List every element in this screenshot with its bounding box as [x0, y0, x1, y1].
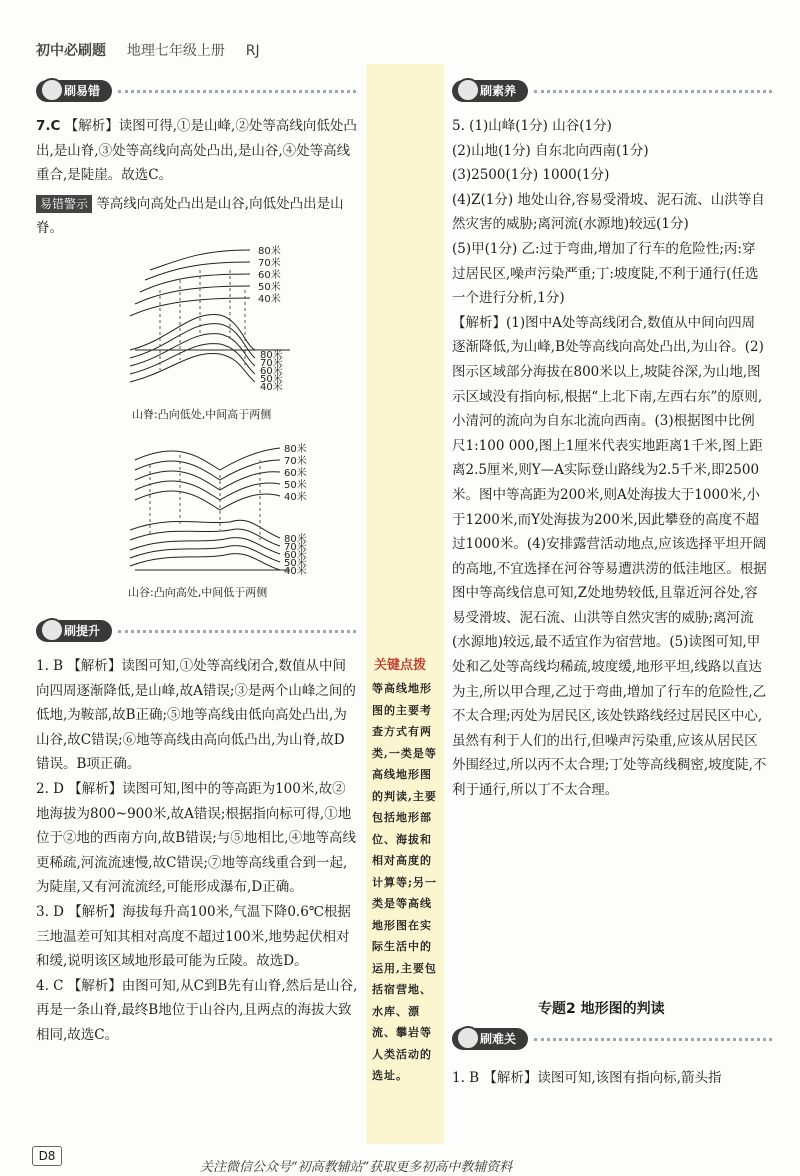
running-header — [36, 40, 336, 64]
ridge-bottom-label-3: 50米 — [260, 374, 283, 385]
ridge-bottom-label-4: 40米 — [260, 382, 283, 393]
page-number: D8 — [32, 1146, 62, 1166]
ridge-top-label-0: 80米 — [258, 246, 281, 257]
nanguan-answers — [452, 1066, 768, 1091]
answer-q1: 1. B 【解析】读图可知,①处等高线闭合,数值从中间向四周逐渐降低,是山峰,故A错误;③是两个山峰之间的低地,为鞍部,故B正确;⑤地等高线由低向高处凸出,为山谷,故C错误;⑥地等高线由高向低凸出,为山脊,故D错误。B项正确。 — [36, 658, 356, 773]
q7-answer: C — [50, 118, 61, 134]
book-subject: 地理七年级上册 — [126, 43, 225, 59]
badge-label: 刷易错 — [36, 80, 112, 102]
answer-q4: 4. C 【解析】由图可知,从C到B先有山脊,然后是山谷,再是一条山脊,最终B地位于山谷内,且两点的海拔大致相同,故选C。 — [36, 977, 358, 1043]
ridge-top-label-1: 70米 — [258, 258, 281, 269]
valley-bottom-label-3: 50米 — [284, 558, 307, 569]
key-tip-text: 等高线地形图的主要考查方式有两类,一类是等高线地形图的判读,主要包括地形部位、海拔和相对高度的计算等;另一类是等高线地形图在实际生活中的运用,主要包括宿营地、水库、漂流、攀岩等人类活动的选址。 — [372, 682, 438, 1082]
q5-line-5: (5)甲(1分) 乙:过于弯曲,增加了行车的危险性;丙:穿过居民区,噪声污染严重;丁:坡度陡,不利于通行(任选一个进行分析,1分) — [452, 240, 759, 307]
badge-label: 刷素养 — [452, 80, 528, 102]
section-badge-nanguan — [452, 1028, 772, 1050]
ridge-top-contour — [150, 250, 250, 270]
q5-line-4: (4)Z(1分) 地处山谷,容易受滑坡、泥石流、山洪等自然灾害的威胁;离河流(水源地)较远(1分) — [452, 191, 765, 233]
q5-line-1: 5. (1)山峰(1分) 山谷(1分) — [452, 118, 612, 134]
warning-note — [36, 192, 358, 241]
valley-caption: 山谷:凸向高处,中间低于两侧 — [128, 586, 268, 599]
q5-line-2: (2)山地(1分) 自东北向西南(1分) — [452, 142, 649, 159]
left-bottom-answers — [36, 654, 358, 1048]
book-edition: RJ — [245, 43, 260, 59]
warning-text: 等高线向高处凸出是山谷,向低处凸出是山脊。 — [36, 195, 344, 237]
ridge-top-label-4: 40米 — [258, 294, 281, 305]
ridge-bottom-label-2: 60米 — [260, 366, 283, 377]
ridge-top-label-3: 50米 — [258, 282, 281, 293]
margin-note-column — [366, 64, 444, 1144]
dotted-rule — [118, 90, 356, 93]
book-title: 初中必刷题 — [36, 43, 106, 59]
dotted-rule — [118, 630, 356, 633]
badge-label: 刷提升 — [36, 620, 112, 642]
answer-q2: 2. D 【解析】读图可知,图中的等高距为100米,故②地海拔为800~900米,故A错误;根据指向标可得,①地位于②地的西南方向,故B错误;与⑤地相比,④地等高线更稀疏,河流流速慢,故C错误;⑦地等高线重合到一起,为陡崖,又有河流流经,可能形成瀑布,D正确。 — [36, 780, 357, 896]
ridge-bottom-label-1: 70米 — [260, 358, 283, 369]
right-answers — [452, 114, 768, 803]
q5-analysis: 【解析】(1)图中A处等高线闭合,数值从中间向四周逐渐降低,为山峰,B处等高线向高处凸出,为山谷。(2)图示区域部分海拔在800米以上,坡陡谷深,为山地,图示区域没有指向标,根据“上北下南,左西右东”的原则,小清河的流向为自东北流向西南。(3)根据图中比例尺1:100 000,图上1厘米代表实地距离1千米,图上距离2.5厘米,则Y—A实际登山路线为2.5千米,即2500米。图中等高距为200米,则A处海拔大于1000米,小于1200米,而Y处海拔为200米,因此攀登的高度不超过1000米。(4)安排露营活动地点,应该选择平坦开阔的高地,不宜选择在河谷等易遭洪涝的低洼地区。根据图中等高线信息可知,Z处地势较低,且靠近河谷处,容易受滑坡、泥石流、山洪等自然灾害的威胁;离河流(水源地)较远,最不适宜作为宿营地。(5)读图可知,甲处和乙处等高线均稀疏,坡度缓,地形平坦,线路以直达为主,所以甲合理,乙过于弯曲,增加了行车的危险性,乙不太合理;丙处为居民区,该处铁路线经过居民区中心,虽然有利于人们的出行,但噪声污染重,应该从居民区外围经过,所以丙不太合理;丁处等高线稠密,坡度陡,不利于通行,所以丁不太合理。 — [452, 314, 767, 799]
ridge-contour-diagram — [120, 240, 320, 400]
dotted-rule — [534, 90, 772, 93]
footer-note: 关注微信公众号“初高教辅站”获取更多初高中教辅资料 — [200, 1160, 513, 1175]
valley-top-label-0: 80米 — [284, 444, 307, 455]
ridge-caption: 山脊:凸向低处,中间高于两侧 — [132, 408, 272, 421]
answer-q7 — [36, 114, 358, 188]
valley-bottom-label-2: 60米 — [284, 550, 307, 561]
valley-top-label-1: 70米 — [284, 456, 307, 467]
left-top-answers — [36, 114, 358, 241]
section-badge-suyang — [452, 80, 772, 102]
ridge-top-label-2: 60米 — [258, 270, 281, 281]
dotted-rule — [534, 1038, 772, 1041]
answer-q3: 3. D 【解析】海拔每升高100米,气温下降0.6℃根据三地温差可知其相对高度不超过100米,地势起伏相对和缓,说明该区域地形最可能为丘陵。故选D。 — [36, 903, 351, 970]
section-badge-tisheng — [36, 620, 356, 642]
valley-bottom-label-1: 70米 — [284, 542, 307, 553]
valley-contour-diagram — [120, 430, 320, 590]
badge-label: 刷难关 — [452, 1028, 528, 1050]
section-badge-cuoyi — [36, 80, 356, 102]
key-tip-title: 关键点拨 — [374, 658, 427, 673]
nanguan-q1: 1. B 【解析】读图可知,该图有指向标,箭头指 — [452, 1070, 722, 1086]
q7-number: 7. — [36, 118, 51, 134]
valley-top-label-4: 40米 — [284, 492, 307, 503]
valley-bottom-label-0: 80米 — [284, 534, 307, 545]
valley-top-label-2: 60米 — [284, 468, 307, 479]
q7-text: 【解析】读图可得,①是山峰,②处等高线向低处凸出,是山脊,③处等高线向高处凸出,是山谷,④处等高线重合,是陡崖。故选C。 — [36, 118, 357, 184]
q5-line-3: (3)2500(1分) 1000(1分) — [452, 167, 610, 184]
valley-bottom-label-4: 40米 — [284, 566, 307, 577]
section-title: 专题2 地形图的判读 — [538, 1001, 665, 1017]
valley-top-label-3: 50米 — [284, 480, 307, 491]
ridge-bottom-label-0: 80米 — [260, 350, 283, 361]
warning-label: 易错警示 — [36, 195, 92, 213]
